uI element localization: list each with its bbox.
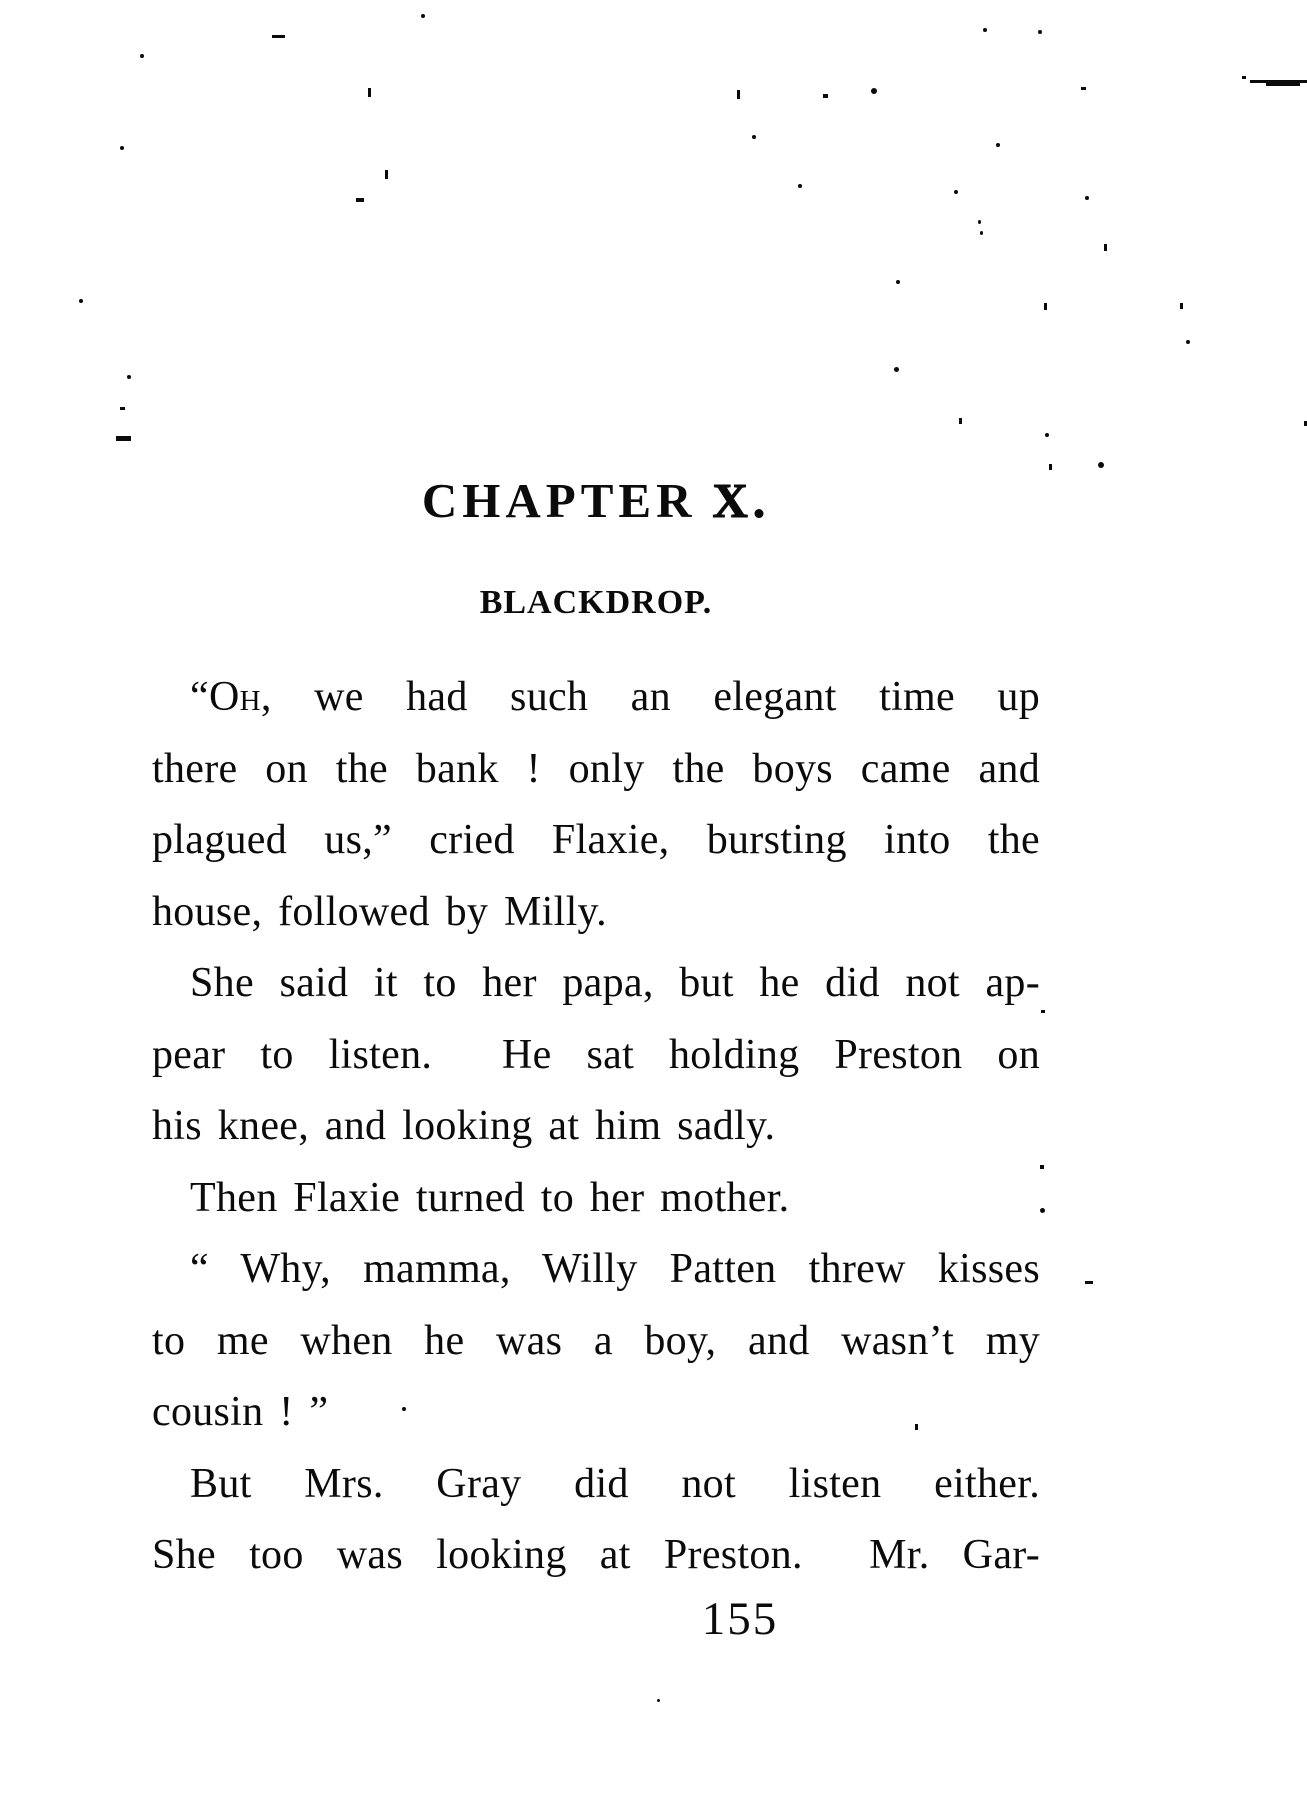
text-segment: his knee, and looking at him sadly.	[152, 1103, 776, 1149]
scan-speck	[1044, 303, 1047, 310]
chapter-heading	[152, 473, 1040, 529]
scan-speck	[978, 220, 981, 224]
text-line	[152, 734, 1040, 806]
scan-speck	[402, 1407, 406, 1411]
text-line	[152, 1449, 1040, 1521]
text-line	[152, 662, 1040, 734]
scan-speck	[1098, 462, 1104, 468]
scan-speck	[272, 35, 285, 38]
text-line	[152, 1520, 1040, 1592]
scan-speck	[657, 1699, 660, 1702]
scan-speck	[140, 54, 144, 58]
text-segment: cousin ! ”	[152, 1389, 329, 1435]
text-segment: house, followed by Milly.	[152, 888, 607, 935]
chapter-label: CHAPTER	[421, 473, 697, 528]
scan-speck	[1242, 76, 1246, 79]
text-segment: to me when he was a boy, and wasn’t my	[152, 1317, 1040, 1364]
scan-speck	[1045, 433, 1049, 437]
scan-speck	[1180, 303, 1183, 309]
scan-speck	[915, 1424, 918, 1430]
scan-speck	[871, 88, 877, 94]
scan-speck	[1040, 1208, 1045, 1213]
text-segment: there on the bank ! only the boys came and	[152, 745, 1040, 792]
scan-speck	[1049, 464, 1052, 470]
scan-speck	[752, 135, 756, 139]
scan-speck	[421, 14, 425, 18]
text-segment: She too was looking at Preston. Mr. Gar-	[152, 1532, 1040, 1578]
page-number: 155	[701, 1593, 779, 1645]
text-line	[152, 877, 1040, 949]
text-segment: “	[190, 674, 209, 720]
scan-speck	[1104, 244, 1107, 251]
scan-speck	[1041, 1010, 1045, 1013]
text-line	[152, 1020, 1040, 1092]
scan-speck	[79, 299, 83, 303]
scan-speck	[1038, 30, 1042, 34]
chapter-numeral: X.	[712, 473, 771, 528]
scan-speck	[1040, 1165, 1044, 1169]
scan-speck	[116, 436, 131, 441]
scan-speck	[996, 143, 1000, 147]
body-text	[152, 662, 1040, 1592]
section-heading: BLACKDROP.	[479, 584, 713, 621]
scan-line-artifact	[1266, 83, 1300, 86]
text-line	[152, 805, 1040, 877]
text-segment: She said it to her papa, but he did not ap-	[190, 960, 1040, 1006]
scan-speck	[120, 407, 125, 410]
scan-speck	[1085, 1281, 1093, 1284]
scan-speck	[894, 367, 899, 372]
scan-speck	[385, 170, 388, 179]
text-line	[152, 1091, 1040, 1163]
smallcaps-word: Oh,	[208, 674, 272, 720]
text-line	[152, 1377, 1040, 1449]
scan-speck	[983, 28, 987, 32]
scan-speck	[127, 375, 131, 379]
text-line	[152, 1306, 1040, 1378]
scan-speck	[1085, 196, 1089, 200]
scan-speck	[959, 418, 962, 424]
text-line	[152, 1234, 1040, 1306]
scan-speck	[798, 184, 802, 188]
text-line	[152, 948, 1040, 1020]
text-line	[152, 1163, 1040, 1235]
scan-speck	[823, 94, 828, 98]
scan-speck	[737, 90, 740, 99]
scan-speck	[896, 280, 900, 284]
text-segment: “ Why, mamma, Willy Patten threw kisses	[190, 1246, 1040, 1292]
scan-speck	[356, 198, 364, 202]
text-segment: pear to listen. He sat holding Preston on	[152, 1031, 1040, 1078]
scan-speck	[1081, 87, 1086, 90]
scan-speck	[368, 88, 371, 97]
text-segment: we had such an elegant time up	[271, 674, 1040, 720]
scan-speck	[1186, 340, 1190, 344]
text-segment: But Mrs. Gray did not listen either.	[190, 1460, 1040, 1507]
text-segment: Then Flaxie turned to her mother.	[190, 1174, 790, 1221]
text-segment: plagued us,” cried Flaxie, bursting into the	[152, 817, 1040, 863]
scan-speck	[980, 231, 983, 235]
scan-speck	[120, 146, 124, 150]
scan-speck	[954, 190, 958, 194]
